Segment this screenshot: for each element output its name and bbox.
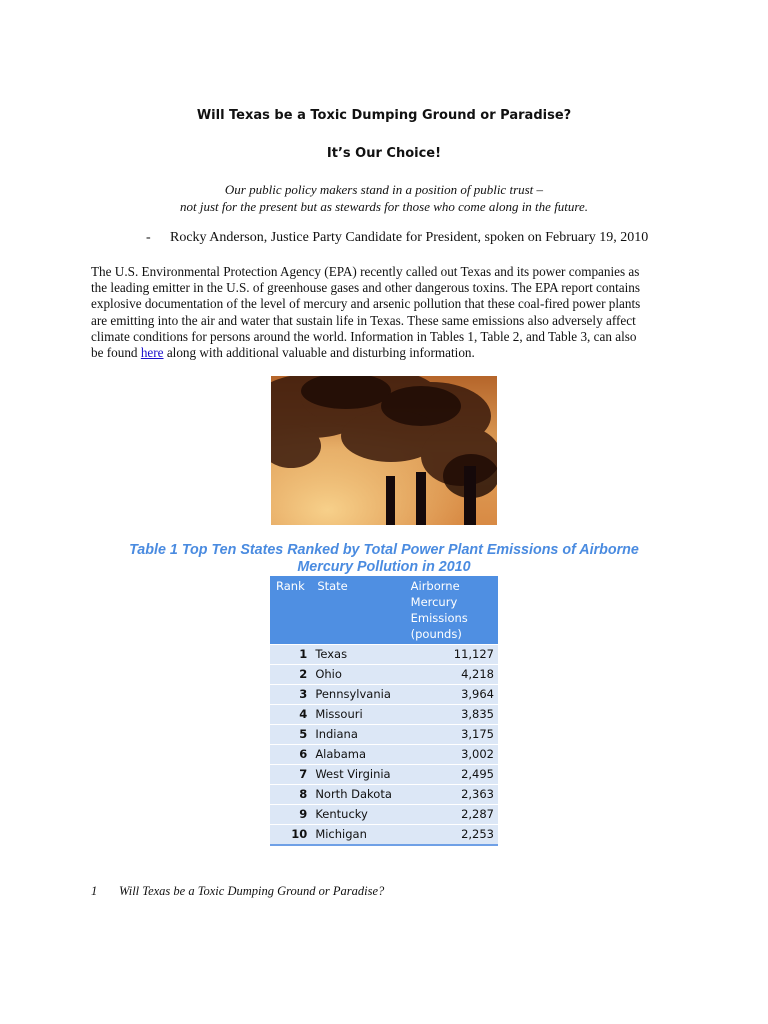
cell-rank: 6 — [270, 745, 311, 765]
table-row — [270, 785, 498, 805]
attribution-dash: - — [146, 230, 151, 245]
table-caption-line-1: Table 1 Top Ten States Ranked by Total Power Plant Emissions of Airborne — [129, 542, 639, 558]
cell-state: Missouri — [311, 705, 404, 725]
header-rank: Rank — [270, 576, 311, 645]
cell-rank: 8 — [270, 785, 311, 805]
footer-title: Will Texas be a Toxic Dumping Ground or Paradise? — [119, 884, 385, 898]
document-title: Will Texas be a Toxic Dumping Ground or Paradise? — [196, 108, 572, 123]
smokestacks-illustration — [271, 376, 497, 525]
cell-rank: 7 — [270, 765, 311, 785]
cell-state: Ohio — [311, 665, 404, 685]
cell-state: Kentucky — [311, 805, 404, 825]
quote-line-2: not just for the present but as stewards for those who come along in the future. — [179, 199, 589, 214]
cell-rank: 1 — [270, 645, 311, 665]
attribution-text: Rocky Anderson, Justice Party Candidate for President, spoken on February 19, 2010 — [170, 230, 649, 245]
header-state: State — [311, 576, 404, 645]
table-row — [270, 805, 498, 825]
cell-value: 11,127 — [405, 645, 498, 665]
body-line — [91, 345, 681, 361]
table-caption-line-2: Mercury Pollution in 2010 — [297, 559, 471, 575]
cell-rank: 3 — [270, 685, 311, 705]
cell-state: Alabama — [311, 745, 404, 765]
smokestacks-photo — [271, 376, 497, 525]
here-link[interactable]: here — [140, 345, 164, 361]
header-emissions: Airborne Mercury Emissions (pounds) — [405, 576, 498, 645]
table-row — [270, 685, 498, 705]
mercury-emissions-table — [270, 576, 498, 846]
cell-rank: 5 — [270, 725, 311, 745]
body-line: The U.S. Environmental Protection Agency (EPA) recently called out Texas and its power companies as — [91, 264, 640, 279]
cell-rank: 10 — [270, 825, 311, 846]
cell-value: 3,835 — [405, 705, 498, 725]
quote-attribution — [146, 230, 648, 246]
document-subtitle: It’s Our Choice! — [326, 146, 442, 161]
table-row — [270, 825, 498, 846]
body-text: be found — [91, 345, 141, 361]
cell-value: 3,964 — [405, 685, 498, 705]
cell-value: 3,002 — [405, 745, 498, 765]
body-line: explosive documentation of the level of mercury and arsenic pollution that these coal-fired power plants — [91, 296, 641, 312]
cell-state: West Virginia — [311, 765, 404, 785]
body-paragraph — [91, 264, 681, 361]
body-line: climate conditions for persons around the world. Information in Tables 1, Table 2, and Table 3, can also — [91, 328, 637, 344]
cell-state: Pennsylvania — [311, 685, 404, 705]
body-line: the leading emitter in the U.S. of greenhouse gases and other dangerous toxins. The EPA report contains — [91, 280, 640, 296]
cell-value: 2,253 — [405, 825, 498, 846]
cell-value: 2,495 — [405, 765, 498, 785]
table-row — [270, 725, 498, 745]
table-row — [270, 765, 498, 785]
cell-value: 4,218 — [405, 665, 498, 685]
cell-state: Texas — [311, 645, 404, 665]
table-row — [270, 645, 498, 665]
page-footer — [91, 884, 384, 899]
cell-rank: 2 — [270, 665, 311, 685]
cell-value: 2,363 — [405, 785, 498, 805]
table-row — [270, 705, 498, 725]
body-line: are emitting into the air and water that sustain life in Texas. These same emissions also adversely affect — [91, 312, 636, 328]
table-header-row — [270, 576, 498, 645]
cell-state: Indiana — [311, 725, 404, 745]
cell-state: North Dakota — [311, 785, 404, 805]
table-row — [270, 745, 498, 765]
table-row — [270, 665, 498, 685]
cell-state: Michigan — [311, 825, 404, 846]
page-number: 1 — [91, 884, 98, 898]
body-text: along with additional valuable and disturbing information. — [163, 345, 475, 361]
cell-rank: 4 — [270, 705, 311, 725]
quote-line-1: Our public policy makers stand in a position of public trust – — [224, 182, 544, 197]
cell-value: 2,287 — [405, 805, 498, 825]
cell-value: 3,175 — [405, 725, 498, 745]
cell-rank: 9 — [270, 805, 311, 825]
